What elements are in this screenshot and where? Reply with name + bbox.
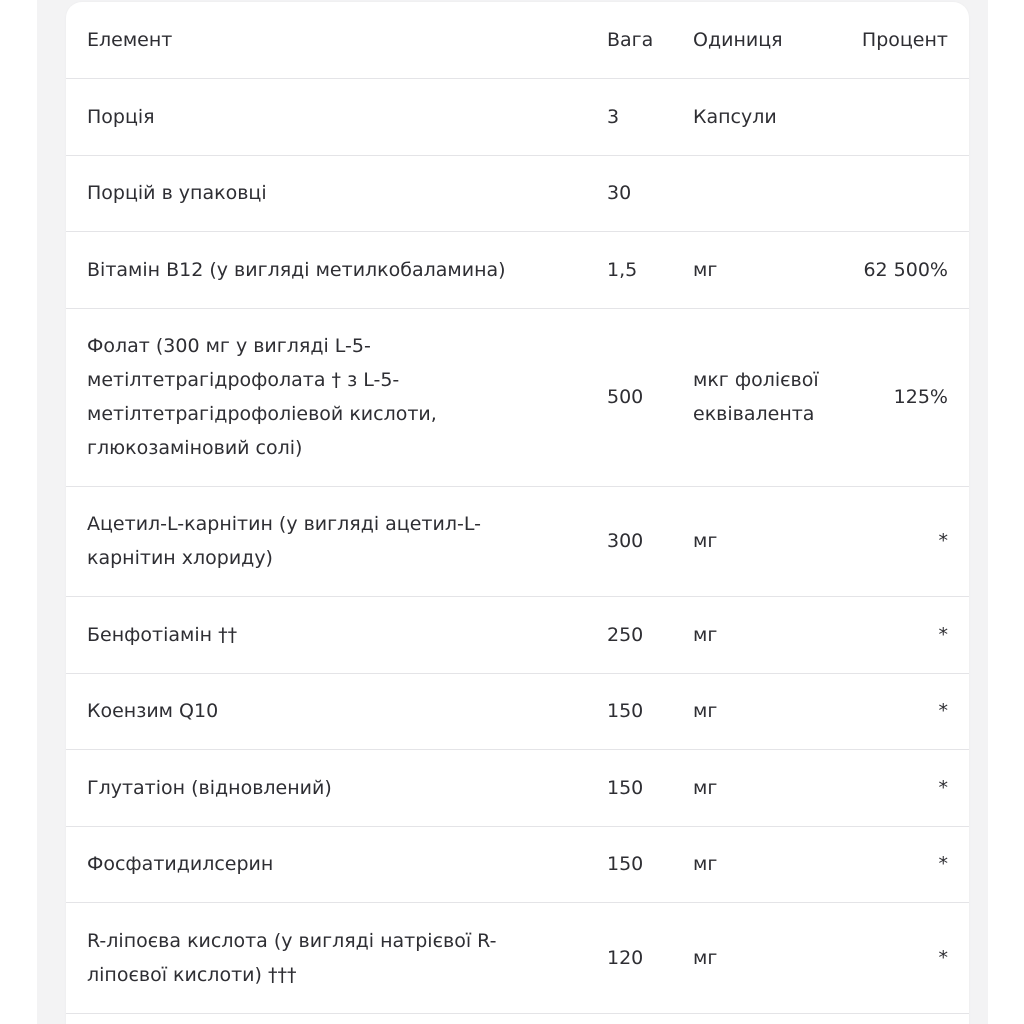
cell-weight: 250 bbox=[607, 623, 644, 646]
cell-percent: * bbox=[938, 776, 948, 799]
nutrition-table-card bbox=[66, 2, 969, 1024]
cell-percent: 62 500% bbox=[863, 258, 948, 281]
header-weight: Вага bbox=[607, 28, 654, 51]
cell-unit: мг bbox=[693, 258, 718, 281]
cell-unit: мг bbox=[693, 853, 718, 875]
header-element: Елемент bbox=[87, 28, 173, 51]
cell-weight: 300 bbox=[607, 530, 644, 552]
cell-unit: мг bbox=[693, 776, 718, 799]
cell-weight: 150 bbox=[607, 776, 644, 799]
table-row bbox=[66, 231, 969, 308]
cell-unit: мг bbox=[693, 530, 718, 552]
cell-unit: мг bbox=[693, 623, 718, 646]
cell-unit: мг bbox=[693, 946, 718, 969]
cell-percent: 125% bbox=[893, 386, 948, 408]
header-unit: Одиниця bbox=[693, 28, 783, 51]
table-row bbox=[66, 486, 969, 596]
cell-element: Фолат (300 мг у вигляді L-5-метілтетрагідрофолата † з L-5-метілтетрагідрофоліевой кислоти, глюкозаміновий солі) bbox=[87, 335, 437, 459]
table-row bbox=[66, 308, 969, 486]
cell-percent: * bbox=[938, 623, 948, 646]
header-percent: Процент bbox=[861, 28, 948, 51]
cell-unit: мкг фолієвої еквівалента bbox=[693, 369, 819, 425]
nutrition-table bbox=[66, 2, 969, 1014]
cell-weight: 120 bbox=[607, 946, 644, 969]
cell-percent: * bbox=[938, 946, 948, 969]
cell-element: Коензим Q10 bbox=[87, 700, 219, 722]
cell-weight: 150 bbox=[607, 700, 644, 722]
table-row bbox=[66, 902, 969, 1013]
cell-element: Порція bbox=[87, 105, 155, 128]
cell-weight: 150 bbox=[607, 853, 644, 875]
cell-element: Глутатіон (відновлений) bbox=[87, 776, 332, 799]
table-row bbox=[66, 673, 969, 749]
cell-unit: Капсули bbox=[693, 105, 777, 128]
table-row bbox=[66, 155, 969, 231]
table-row bbox=[66, 749, 969, 826]
cell-element: Порцій в упаковці bbox=[87, 182, 267, 204]
table-row bbox=[66, 826, 969, 902]
cell-element: Бенфотіамін †† bbox=[87, 623, 238, 646]
table-row bbox=[66, 596, 969, 673]
cell-unit bbox=[672, 155, 836, 231]
cell-element: Ацетил-L-карнітин (у вигляді ацетил-L-карнітин хлориду) bbox=[87, 513, 481, 569]
cell-percent: * bbox=[938, 700, 948, 722]
table-row bbox=[66, 78, 969, 155]
cell-weight: 500 bbox=[607, 386, 644, 408]
table-header-row bbox=[66, 2, 969, 78]
cell-percent bbox=[836, 155, 969, 231]
cell-element: Фосфатидилсерин bbox=[87, 853, 274, 875]
cell-weight: 3 bbox=[607, 105, 620, 128]
cell-percent: * bbox=[938, 530, 948, 552]
cell-unit: мг bbox=[693, 700, 718, 722]
cell-weight: 30 bbox=[607, 182, 632, 204]
cell-percent: * bbox=[938, 853, 948, 875]
cell-weight: 1,5 bbox=[607, 258, 638, 281]
cell-percent bbox=[836, 78, 969, 155]
cell-element: Вітамін B12 (у вигляді метилкобаламина) bbox=[87, 258, 506, 281]
cell-element: R-ліпоєва кислота (у вигляді натрієвої R-ліпоєвої кислоти) ††† bbox=[87, 929, 497, 986]
